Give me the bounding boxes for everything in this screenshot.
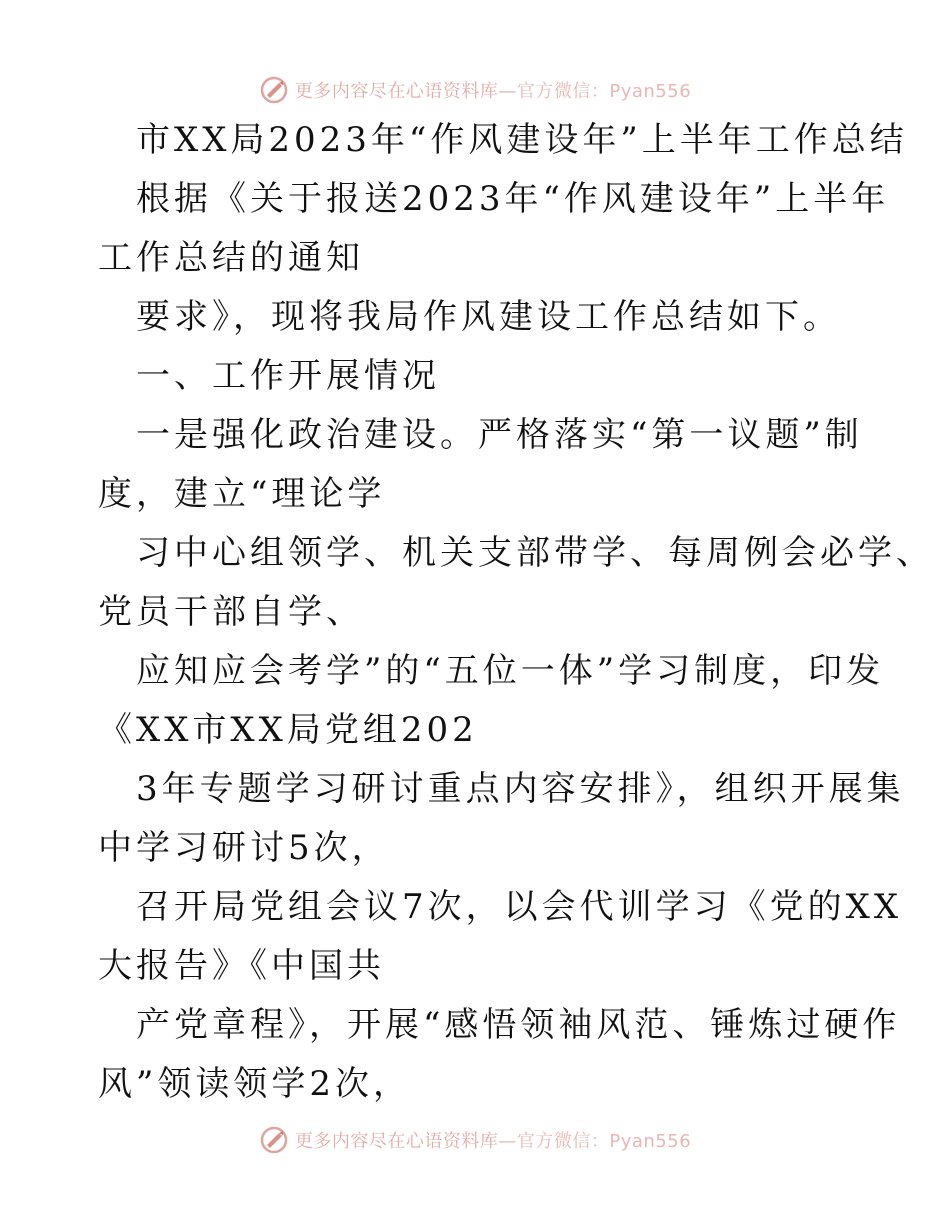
paragraph-line: 风”领读领学2次， <box>98 1064 412 1104</box>
watermark-official: 官方微信：Pyan556 <box>516 1131 692 1152</box>
watermark-logo-icon <box>259 1125 289 1155</box>
document-title: 市XX局2023年“作风建设年”上半年工作总结 <box>136 120 908 160</box>
paragraph-line: 3年专题学习研讨重点内容安排》，组织开展集 <box>136 769 905 809</box>
paragraph-line: 习中心组领学、机关支部带学、每周例会必学、 <box>136 533 934 573</box>
paragraph-line: 召开局党组会议7次，以会代训学习《党的XX <box>136 887 903 927</box>
paragraph-line: 应知应会考学”的“五位一体”学习制度，印发 <box>136 651 885 691</box>
watermark-text <box>295 1127 691 1153</box>
paragraph-line: 产党章程》，开展“感悟领袖风范、锤炼过硬作 <box>136 1005 901 1045</box>
watermark-official: 官方微信：Pyan556 <box>516 81 692 102</box>
watermark-brand: 更多内容尽在心语资料库 <box>294 1131 499 1152</box>
paragraph-line: 一是强化政治建设。严格落实“第一议题”制 <box>136 415 863 455</box>
section-heading: 一、工作开展情况 <box>136 356 440 396</box>
paragraph-line: 中学习研讨5次， <box>98 828 390 868</box>
header-watermark <box>0 70 950 110</box>
paragraph-line: 工作总结的通知 <box>98 238 364 278</box>
paragraph-line: 根据《关于报送2023年“作风建设年”上半年 <box>136 179 890 219</box>
paragraph-line: 党员干部自学、 <box>98 592 364 632</box>
watermark-text <box>295 77 691 103</box>
footer-watermark <box>0 1120 950 1160</box>
watermark-separator: — <box>498 81 517 102</box>
paragraph-line: 《XX市XX局党组202 <box>98 710 478 750</box>
watermark-brand: 更多内容尽在心语资料库 <box>294 81 499 102</box>
paragraph-line: 度，建立“理论学 <box>98 474 386 514</box>
paragraph-line: 大报告》《中国共 <box>98 946 385 986</box>
watermark-logo-icon <box>259 75 289 105</box>
paragraph-line: 要求》，现将我局作风建设工作总结如下。 <box>136 297 841 337</box>
watermark-separator: — <box>498 1131 517 1152</box>
